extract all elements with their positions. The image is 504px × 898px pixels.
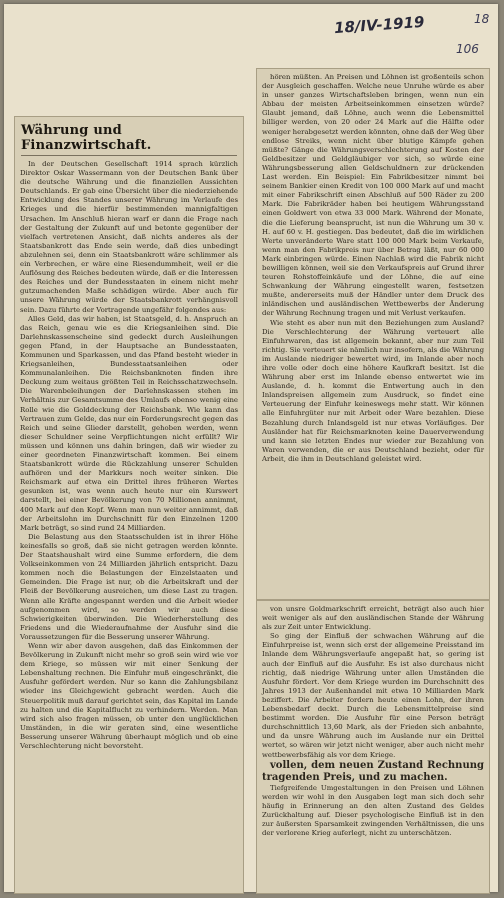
- paragraph: Alles Geld, das wir haben, ist Staatsgeld, d. h. Anspruch an das Reich, genau wie es die Kriegsanleihen sind. Die Darlehnskassenscheine sind gedeckt durch Ausleihungen gegen Pfand, in der Hauptsache an Bundesstaaten, Kommunen und Sparkassen, und das Pfand besteht wieder in Kriegsanleihen, Bundesstaatsanleihen oder Kommunalanleihen. Die Reichsbanknoten finden ihre Deckung zum weitaus größten Teil in Reichsschatzwechseln. Die Warenbeleihungen der Darlehnskassen stehen im Verhältnis zur Gesamtsumme des Umlaufs ebenso wenig eine Rolle wie die Golddeckung der Reichsbank. Wie kann das Vertrauen zum Gelde, das nur ein Forderungsrecht gegen das Reich und seine Glieder darstellt, gehoben werden, wenn dieser Schuldner seine Verpflichtungen nicht erfüllt? Wir müssen und können uns dahin bringen, daß wir wieder zu einer geordneten Finanzwirtschaft kommen. Bei einem Staatsbankrott würde die Rückzahlung unserer Schulden aufhören und der Markkurs noch weiter sinken. Die Reichsmark auf etwa ein Drittel ihres früheren Wertes gesunken ist, was wenn auch heute nur ein Kurswert darstellt, bei einer Bevölkerung von 70 Millionen annimmt, 400 Mark auf den Kopf. Wenn man nun weiter annimmt, daß der Arbeitslohn im Durchschnitt für den Einzelnen 1200 Mark beträgt, so sind rund 24 Milliarden.: [20, 314, 238, 532]
- article-clipping-left: [14, 116, 244, 894]
- handwritten-number: 18: [474, 12, 490, 26]
- paragraph: So ging der Einfluß der schwachen Währung auf die Einfuhrpreise ist, wenn sich erst der allgemeine Preisstand im Inlande dem Währungsverlaufe angepaßt hat, so gering ist auch der Einfluß auf die Ausfuhr. Es ist also durchaus nicht richtig, daß niedrige Währung unter allen Umständen die Ausfuhr fördert. Vor dem Kriege wurden im Durchschnitt des Jahres 1913 der Außenhandel mit etwa 10 Milliarden Mark beziffert. Die Arbeiter fordern heute einen Lohn, der ihren Lebensbedarf deckt. Durch die Lebensmittelpreise sind bestimmt worden. Die Ausfuhr für eine Person beträgt durchschnittlich 13,60 Mark, als der Frieden sich anbahnte, und da unsre Währung auch im Auslande nur ein Drittel wertet, so wären wir jetzt nicht weniger, aber auch nicht mehr wettbewerbsfähig als vor dem Kriege.: [262, 632, 484, 759]
- paragraph: hören müßten. An Preisen und Löhnen ist großenteils schon der Ausgleich geschaffen. Welche neue Unruhe würde es aber in unser ganzes Wirtschaftsleben bringen, wenn nun ein Abbau der meisten Arbeitseinkommen einsetzen würde? Glaubt jemand, daß Löhne, auch wenn die Lebensmittel billiger werden, von 20 oder 24 Mark auf die Hälfte oder weniger herabgesetzt werden könnten, ohne daß der Weg über endlose Streiks, wenn nicht über blutige Kämpfe gehen müßte? Gänge die Währungsverschlechterung auf Kosten der Geldbesitzer und Geldgläubiger vor sich, so würde eine Währungsbesserung allen Geldschuldnern zur drückenden Last werden. Ein Beispiel: Ein Fabrikbesitzer nimmt bei seinem Bankier einen Kredit von 100 000 Mark auf und macht mit einer Fabrikschrift einen Abschluß auf 500 Räder zu 200 Mark. Die Fabrikräder haben bei heutigem Währungsstand einen Goldwert von etwa 33 000 Mark. Während der Monate, die die Lieferung beansprucht, ist nun die Währung um 30 v. H. auf 60 v. H. gestiegen. Das bedeutet, daß die im wirklichen Werte unveränderte Ware statt 100 000 Mark beim Verkaufe, wenn man den Fabrikpreis nur über Betrag läßt, nur 60 000 Mark einbringen würde. Einen Nachlaß wird die Fabrik nicht bewilligen können, weil sie den Verkaufspreis auf Grund ihrer teuren Rohstoffeinkäufe und der Löhne, die auf eine Schwankung der Währung eingestellt waren, festsetzen mußte, andererseits muß der Händler unter dem Druck des inländischen und ausländischen Wettbewerbs der Änderung der Währung Rechnung tragen und mit Verlust verkaufen.: [262, 73, 484, 318]
- paragraph: von unsre Goldmarkschrift erreicht, beträgt also auch hier weit weniger als auf den ausländischen Stande der Währung als zur Zeit unter Entwicklung.: [262, 605, 484, 632]
- archive-sheet: [4, 4, 498, 892]
- article-body-right-top: [262, 73, 484, 464]
- handwritten-folio: 106: [456, 42, 479, 56]
- article-clipping-right-bottom: [256, 600, 490, 894]
- article-clipping-right-top: [256, 68, 490, 600]
- highlighted-line: vollen, dem neuen Zustand Rechnung tragenden Preis, und zu machen.: [262, 759, 484, 783]
- article-body-right-bottom: [262, 605, 484, 838]
- paragraph: In der Deutschen Gesellschaft 1914 sprach kürzlich Direktor Oskar Wassermann von der Deutschen Bank über die deutsche Währung und die finanziellen Aussichten Deutschlands. Er gab eine Übersicht über die niederziehende Entwicklung des Standes unserer Währung im Verlaufe des Krieges und die hierfür bestimmenden mannigfaltigen Ursachen. Im Anschluß hieran warf er dann die Frage nach der Gestaltung der Zukunft auf und betonte gegenüber der vielfach vertretenen Ansicht, daß nichts anderes als der Staatsbankrott das Ende sein werde, daß dies unbedingt abzulehnen sei, denn ein Staatsbankrott wäre schlimmer als ein Verbrechen, er wäre eine Riesendummheit, weil er die Auflösung des Reiches bedeuten würde, daß er die Interessen des Reiches und der Bundesstaaten in einem nicht mehr gutzumachenden Maße schädigen würde. Aber auch für unsere Währung würde der Staatsbankrott verhängnisvoll sein. Dazu führte der Vortragende ungefähr folgendes aus:: [20, 160, 238, 314]
- paragraph: Tiefgreifende Umgestaltungen in den Preisen und Löhnen werden wir wohl in den Ausgaben legt man sich doch sehr häufig in Erinnerung an den alten Zustand des Geldes Zurückhaltung auf. Dieser psychologische Einfluß ist in den zur äußersten Sparsamkeit zwingenden Verhältnissen, die uns der verlorene Krieg auferlegt, nicht zu unterschätzen.: [262, 783, 484, 838]
- paragraph: Wenn wir aber davon ausgehen, daß das Einkommen der Bevölkerung in Zukunft nicht mehr so groß sein wird wie vor dem Kriege, so müssen wir mit einer Senkung der Lebenshaltung rechnen. Die Einfuhr muß eingeschränkt, die Ausfuhr gefördert werden. Nur so kann die Zahlungsbilanz wieder ins Gleichgewicht gebracht werden. Auch die Steuerpolitik muß darauf gerichtet sein, das Kapital im Lande zu halten und die Kapitalflucht zu verhindern. Werden. Man wird sich also fragen müssen, ob unter den unglücklichen Umständen, in die wir geraten sind, eine wesentliche Besserung unserer Währung überhaupt möglich und ob eine Verschlechterung nicht bevorsteht.: [20, 641, 238, 750]
- handwritten-date: 18/IV-1919: [333, 12, 425, 38]
- article-title: Währung und Finanzwirtschaft.: [21, 123, 237, 156]
- article-body-left: [20, 160, 238, 751]
- paragraph: Wie steht es aber nun mit den Beziehungen zum Ausland? Die Verschlechterung der Währung verteuert alle Einfuhrwaren, das ist allgemein bekannt, aber nur zum Teil richtig. Sie verteuert sie nämlich nur insofern, als die Währung im Auslande niedriger bewertet wird, im Inlande aber noch ihre volle oder doch eine höhere Kaufkraft besitzt. Ist die Währung aber erst im Inlande ebenso entwertet wie im Auslande, d. h. kommt die Entwertung auch in den Inlandspreisen allgemein zum Ausdruck, so findet eine Verteuerung der Einfuhr keineswegs mehr statt. Wir können alle Einfuhrgüter nur mit Arbeit oder Ware bezahlen. Diese Bezahlung durch Inlandsgeld ist nur etwas Vorläufiges. Der Ausländer hat für Reichsmarknoten keine Dauerverwendung und kann sie letzten Endes nur wieder zur Bezahlung von Waren verwenden, die er aus Deutschland bezieht, oder für Arbeit, die ihm in Deutschland geleistet wird.: [262, 318, 484, 463]
- paragraph: Die Belastung aus den Staatsschulden ist in ihrer Höhe keinesfalls so groß, daß sie nicht getragen werden könnte. Der Staatshaushalt wird eine Summe erfordern, die dem Volkseinkommen von 24 Milliarden jährlich entspricht. Dazu kommen noch die Belastungen der Einzelstaaten und Gemeinden. Die Frage ist nur, ob die Arbeitskraft und der Fleiß der Bevölkerung ausreichen, um diese Last zu tragen. Wenn alle Kräfte angespannt werden und die Arbeit wieder aufgenommen wird, so werden wir auch diese Schwierigkeiten überwinden. Die Wiederherstellung des Friedens und die Wiederaufnahme der Ausfuhr sind die Voraussetzungen für die Besserung unserer Währung.: [20, 532, 238, 641]
